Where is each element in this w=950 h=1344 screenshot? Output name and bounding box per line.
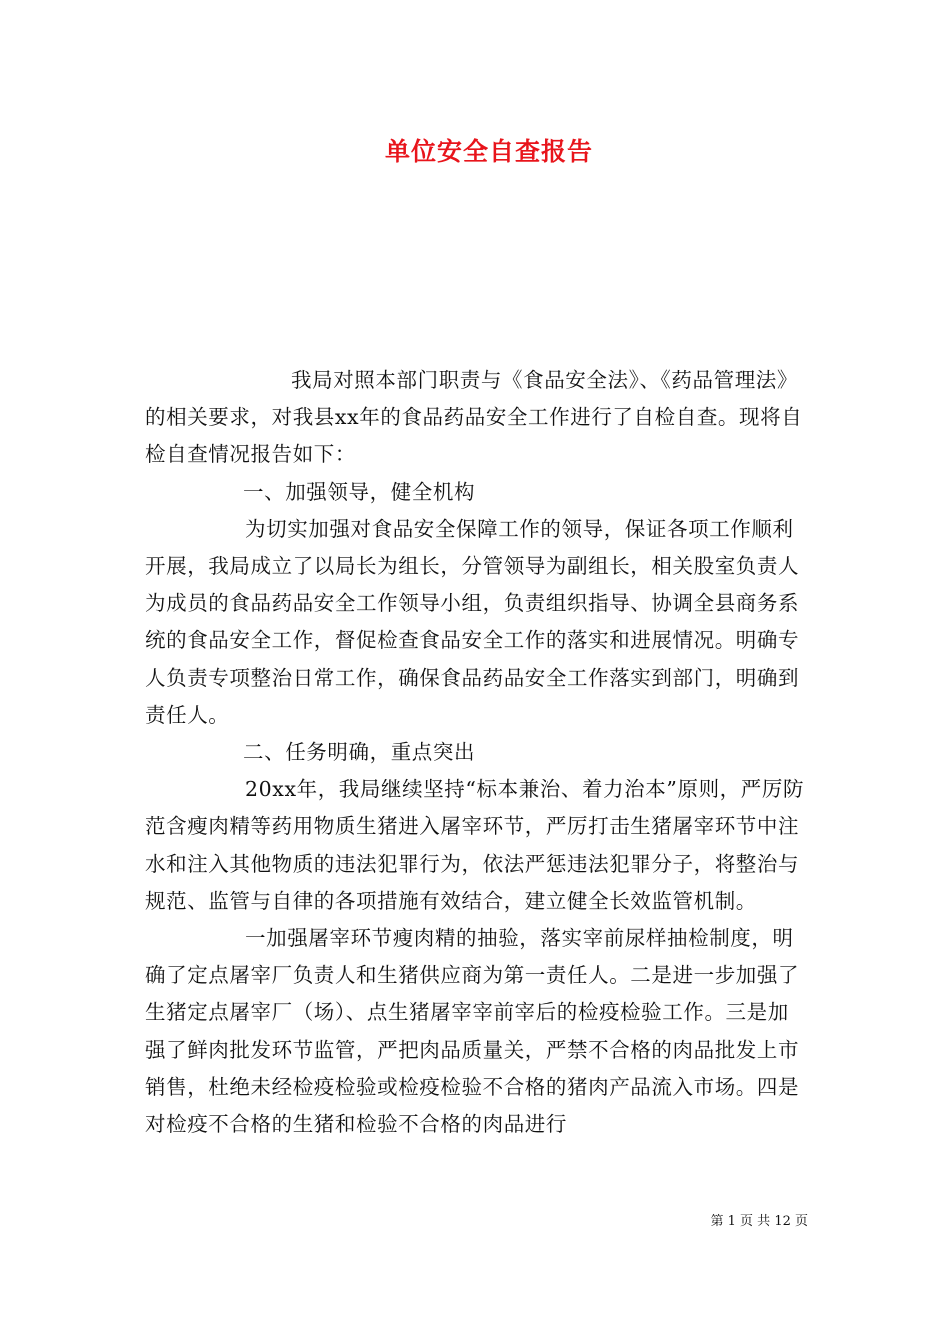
section-1-paragraph: 为切实加强对食品安全保障工作的领导，保证各项工作顺利开展，我局成立了以局长为组长，分管领导为副组长，相关股室负责人为成员的食品药品安全工作领导小组，负责组织指导、协调全县商务系统的食品安全工作，督促检查食品安全工作的落实和进展情况。明确专人负责专项整治日常工作，确保食品药品安全工作落实到部门，明确到责任人。	[145, 516, 800, 727]
page-number-footer: 第 1 页 共 12 页	[710, 1214, 808, 1229]
section-2-paragraph: 20xx年，我局继续坚持“标本兼治、着力治本”原则，严厉防范含瘦肉精等药用物质生猪进入屠宰环节，严厉打击生猪屠宰环节中注水和注入其他物质的违法犯罪行为，依法严惩违法犯罪分子，将整治与规范、监管与自律的各项措施有效结合，建立健全长效监管机制。	[145, 777, 805, 913]
document-body	[145, 362, 809, 1143]
section-2-measures-paragraph: 一加强屠宰环节瘦肉精的抽验，落实宰前尿样抽检制度，明确了定点屠宰厂负责人和生猪供应商为第一责任人。二是进一步加强了生猪定点屠宰厂（场）、点生猪屠宰宰前宰后的检疫检验工作。三是加强了鲜肉批发环节监管，严把肉品质量关，严禁不合格的肉品批发上市销售，杜绝未经检疫检验或检疫检验不合格的猪肉产品流入市场。四是对检疫不合格的生猪和检验不合格的肉品进行	[145, 926, 800, 1137]
section-heading-2: 二、任务明确，重点突出	[243, 740, 476, 765]
section-heading-1: 一、加强领导，健全机构	[243, 479, 476, 504]
document-title: 单位安全自查报告	[384, 137, 593, 166]
intro-paragraph: 我局对照本部门职责与《食品安全法》、《药品管理法》的相关要求，对我县xx年的食品药品安全工作进行了自检自查。现将自检自查情况报告如下：	[145, 368, 803, 467]
